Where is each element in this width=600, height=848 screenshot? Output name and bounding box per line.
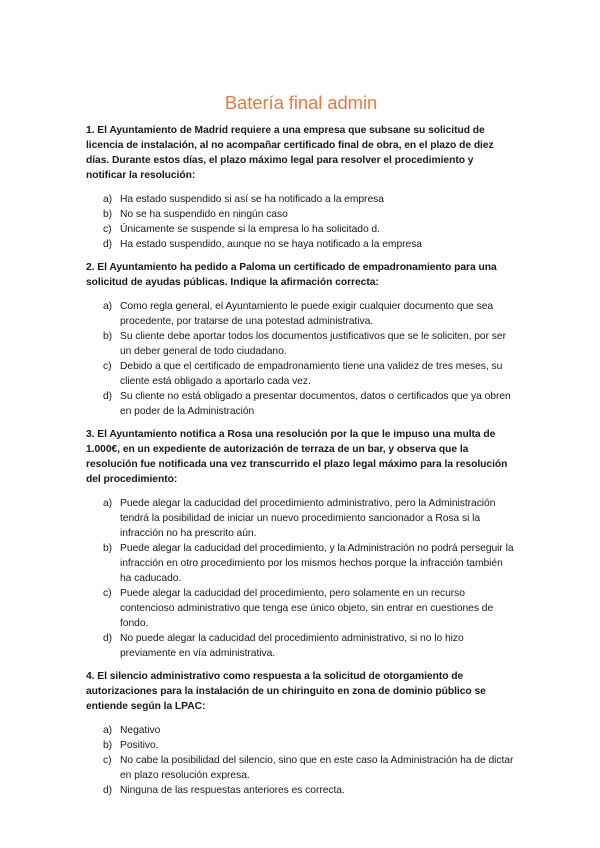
option-d [86, 389, 516, 419]
option-text: Su cliente debe aportar todos los documentos justificativos que se le soliciten, por ser un deber general de todo ciudadano. [120, 331, 506, 357]
question-4 [86, 669, 516, 798]
option-letter: d) [103, 785, 113, 796]
option-letter: c) [103, 361, 112, 372]
option-letter: a) [103, 725, 113, 736]
option-letter: b) [103, 740, 113, 751]
option-text: Puede alegar la caducidad del procedimiento administrativo, pero la Administración tendrá la posibilidad de iniciar un nuevo procedimiento sancionador a Rosa si la infracción no ha prescrito aún. [120, 498, 496, 539]
option-text: No puede alegar la caducidad del procedimiento administrativo, si no lo hizo previamente en vía administrativa. [120, 633, 464, 659]
question-text: 1. El Ayuntamiento de Madrid requiere a una empresa que subsane su solicitud de licencia de instalación, al no acompañar certificado final de obra, en el plazo de diez días. Durante estos días, el plazo máximo legal para resolver el procedimiento y notificar la resolución: [86, 125, 494, 181]
option-letter: a) [103, 301, 113, 312]
option-letter: d) [103, 239, 113, 250]
option-text: No cabe la posibilidad del silencio, sino que en este caso la Administración ha de dictar en plazo resolución expresa. [120, 755, 514, 781]
option-text: No se ha suspendido en ningún caso [120, 209, 288, 220]
option-text: Puede alegar la caducidad del procedimiento, y la Administración no podrá perseguir la infracción en otro procedimiento por los mismos hechos porque la infracción también ha caducado. [120, 543, 514, 584]
option-letter: c) [103, 588, 112, 599]
question-2 [86, 260, 516, 419]
option-c [86, 753, 516, 783]
question-text: 3. El Ayuntamiento notifica a Rosa una resolución por la que le impuso una multa de 1.000€, en un expediente de autorización de terraza de un bar, y observa que la resolución fue notificada una vez transcurrido el plazo legal máximo para la resolución del procedimiento: [86, 429, 508, 485]
question-text: 2. El Ayuntamiento ha pedido a Paloma un certificado de empadronamiento para una solicitud de ayudas públicas. Indique la afirmación correcta: [86, 262, 497, 288]
options-list [86, 299, 516, 419]
question-3 [86, 427, 516, 661]
option-letter: c) [103, 755, 112, 766]
option-text: Ha estado suspendido, aunque no se haya notificado a la empresa [120, 239, 422, 250]
option-letter: a) [103, 194, 113, 205]
option-text: Su cliente no está obligado a presentar documentos, datos o certificados que ya obren en poder de la Administración [120, 391, 511, 417]
question-text: 4. El silencio administrativo como respuesta a la solicitud de otorgamiento de autorizaciones para la instalación de un chiringuito en zona de dominio público se entiende según la LPAC: [86, 671, 486, 712]
options-list [86, 496, 516, 661]
option-text: Únicamente se suspende si la empresa lo ha solicitado d. [120, 224, 380, 235]
option-letter: b) [103, 543, 113, 554]
option-text: Como regla general, el Ayuntamiento le puede exigir cualquier documento que sea procedente, por tratarse de una potestad administrativa. [120, 301, 494, 327]
option-text: Ninguna de las respuestas anteriores es correcta. [120, 785, 345, 796]
option-letter: d) [103, 633, 113, 644]
option-text: Negativo [120, 725, 161, 736]
option-b [86, 541, 516, 586]
option-text: Puede alegar la caducidad del procedimiento, pero solamente en un recurso contencioso administrativo que tenga ese único objeto, sin entrar en cuestiones de fondo. [120, 588, 494, 629]
option-b [86, 329, 516, 359]
question-1 [86, 123, 516, 252]
option-text: Ha estado suspendido si así se ha notificado a la empresa [120, 194, 384, 205]
option-a [86, 299, 516, 329]
options-list [86, 192, 516, 252]
options-list [86, 723, 516, 798]
option-letter: a) [103, 498, 113, 509]
document-title: Batería final admin [224, 92, 378, 113]
option-letter: b) [103, 331, 113, 342]
option-c [86, 222, 516, 237]
option-d [86, 783, 516, 798]
option-a [86, 496, 516, 541]
option-d [86, 237, 516, 252]
option-c [86, 586, 516, 631]
option-text: Debido a que el certificado de empadronamiento tiene una validez de tres meses, su cliente está obligado a aportarlo cada vez. [120, 361, 503, 387]
option-letter: d) [103, 391, 113, 402]
document-page [86, 92, 516, 798]
option-a [86, 723, 516, 738]
option-d [86, 631, 516, 661]
option-text: Positivo. [120, 740, 159, 751]
option-b [86, 207, 516, 222]
option-letter: c) [103, 224, 112, 235]
option-c [86, 359, 516, 389]
option-a [86, 192, 516, 207]
option-letter: b) [103, 209, 113, 220]
option-b [86, 738, 516, 753]
